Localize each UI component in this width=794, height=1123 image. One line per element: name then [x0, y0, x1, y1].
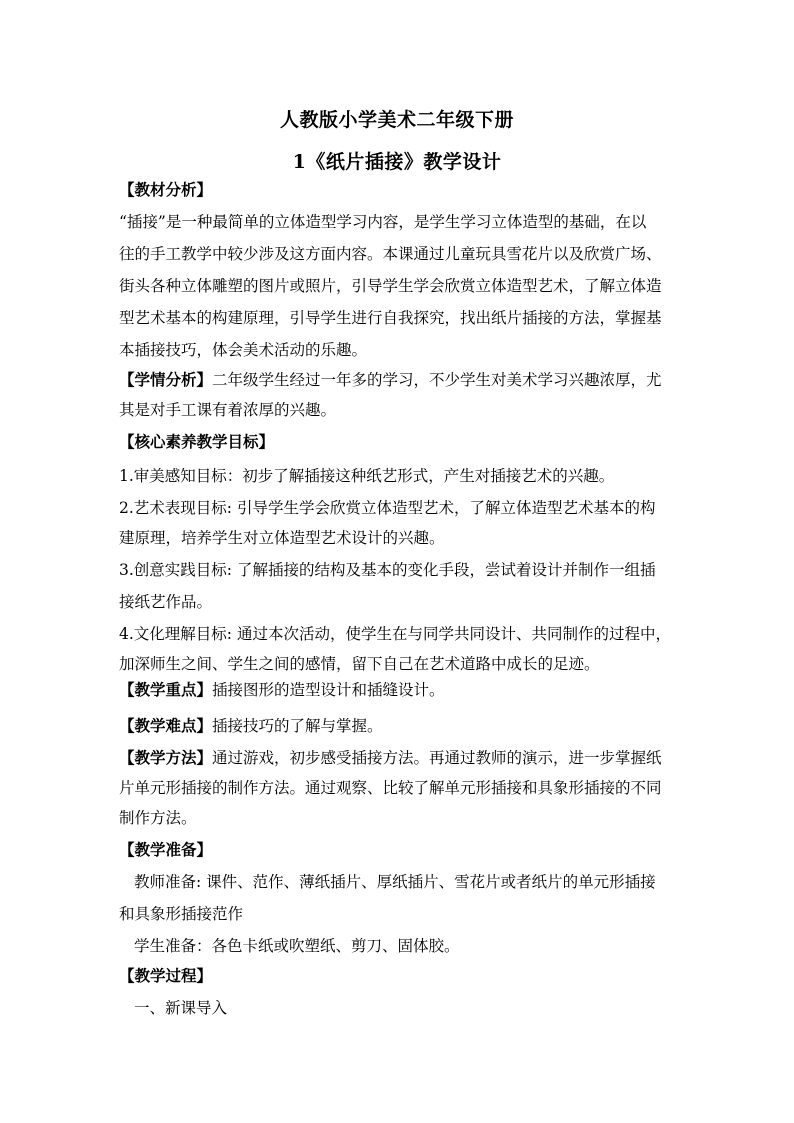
- material-analysis-line: 型艺术基本的构建原理，引导学生进行自我探究，找出纸片插接的方法，掌握基: [119, 309, 662, 327]
- student-analysis-line: 其是对手工课有着浓厚的兴趣。: [119, 401, 337, 419]
- goal-line: 建原理，培养学生对立体造型艺术设计的兴趣。: [119, 529, 445, 547]
- student-preparation-line: 学生准备：各色卡纸或吹塑纸、剪刀、固体胶。: [134, 937, 460, 955]
- student-analysis-text: 二年级学生经过一年多的学习，不少学生对美术学习兴趣浓厚，尤: [212, 371, 662, 389]
- heading-process: 【教学过程】: [119, 966, 213, 985]
- methods-line: [119, 748, 699, 768]
- heading-material-analysis: 【教材分析】: [119, 180, 213, 199]
- teacher-preparation-line: 和具象形插接范作: [119, 905, 244, 923]
- teacher-preparation-line: 教师准备: 课件、范作、薄纸插片、厚纸插片、雪花片或者纸片的单元形插接: [134, 873, 656, 891]
- goal-line: 2.艺术表现目标: 引导学生学会欣赏立体造型艺术，了解立体造型艺术基本的构: [119, 499, 656, 517]
- material-analysis-line: “插接”是一种最简单的立体造型学习内容，是学生学习立体造型的基础，在以: [119, 213, 647, 231]
- goal-line: 加深师生之间、学生之间的感情，留下自己在艺术道路中成长的足迹。: [119, 655, 600, 673]
- heading-key-points: 【教学重点】: [119, 680, 213, 699]
- key-points-line: [119, 680, 699, 700]
- heading-goals: 【核心素养教学目标】: [119, 432, 275, 451]
- document-title: 人教版小学美术二年级下册: [279, 109, 514, 131]
- material-analysis-line: 往的手工教学中较少涉及这方面内容。本课通过儿童玩具雪花片以及欣赏广场、: [119, 245, 662, 263]
- material-analysis-line: 本插接技巧，体会美术活动的乐趣。: [119, 341, 368, 359]
- key-points-text: 插接图形的造型设计和插缝设计。: [212, 681, 445, 699]
- document-subtitle: 1《纸片插接》教学设计: [292, 151, 502, 173]
- methods-line: 制作方法。: [119, 809, 197, 827]
- goal-line: 4.文化理解目标: 通过本次活动，使学生在与同学共同设计、共同制作的过程中，: [119, 625, 671, 643]
- heading-student-analysis: 【学情分析】: [119, 370, 213, 389]
- process-step-line: 一、新课导入: [134, 999, 228, 1017]
- methods-text: 通过游戏，初步感受插接方法。再通过教师的演示，进一步掌握纸: [212, 749, 662, 767]
- difficulties-text: 插接技巧的了解与掌握。: [212, 717, 383, 735]
- goal-line: 1.审美感知目标：初步了解插接这种纸艺形式，产生对插接艺术的兴趣。: [119, 467, 615, 485]
- goal-line: 接纸艺作品。: [119, 593, 213, 611]
- heading-difficulties: 【教学难点】: [119, 716, 213, 735]
- difficulties-line: [119, 716, 699, 736]
- material-analysis-line: 街头各种立体雕塑的图片或照片，引导学生学会欣赏立体造型艺术，了解立体造: [119, 277, 662, 295]
- methods-line: 片单元形插接的制作方法。通过观察、比较了解单元形插接和具象形插接的不同: [119, 779, 662, 797]
- heading-methods: 【教学方法】: [119, 748, 213, 767]
- heading-preparation: 【教学准备】: [119, 840, 213, 859]
- goal-line: 3.创意实践目标: 了解插接的结构及基本的变化手段，尝试着设计并制作一组插: [119, 561, 656, 579]
- student-analysis-line: [119, 370, 699, 390]
